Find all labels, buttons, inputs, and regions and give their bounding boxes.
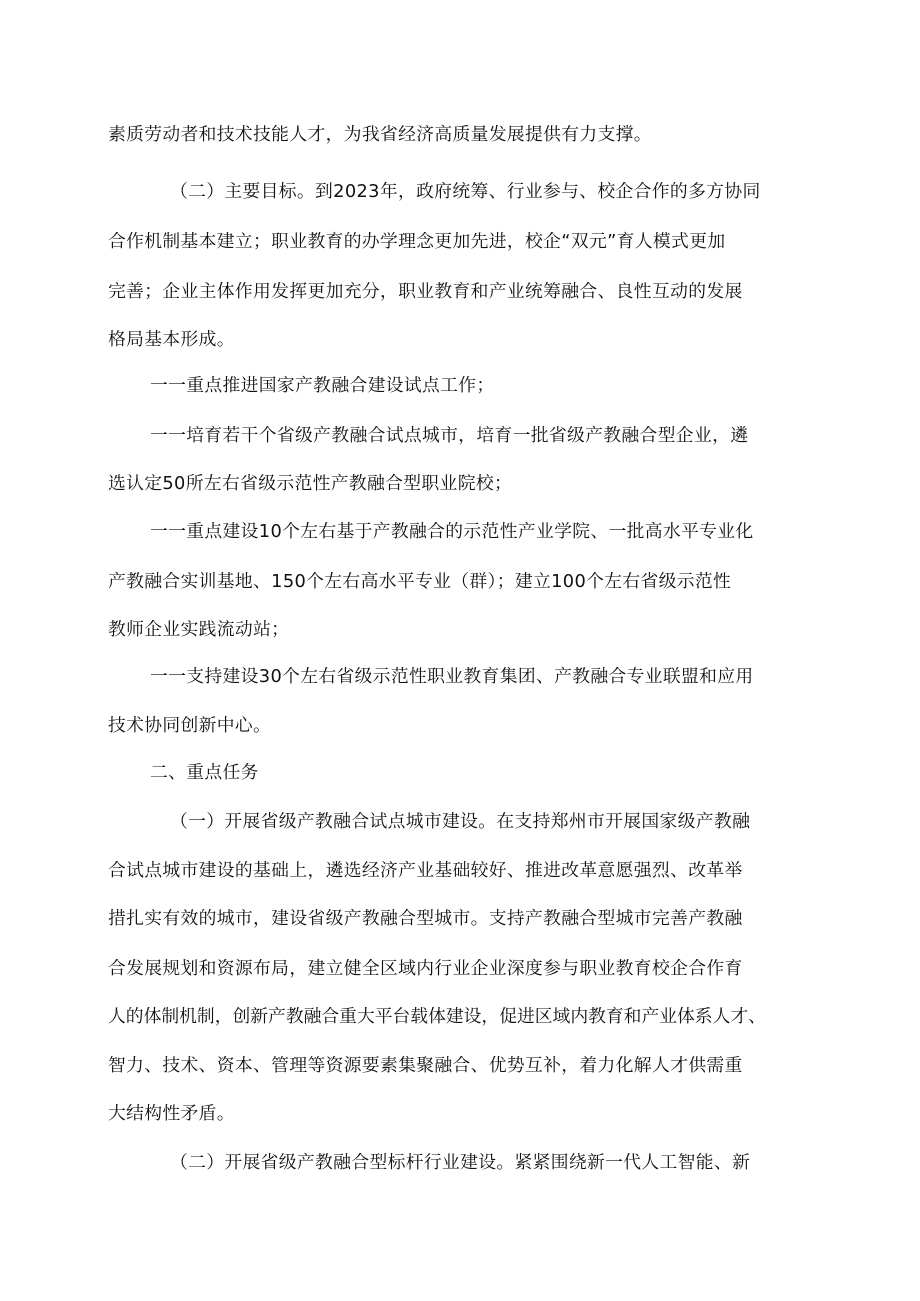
text-line: 大结构性矛盾。 [108,1103,235,1124]
text-line: 合作机制基本建立；职业教育的办学理念更加先进，校企“双元”育人模式更加 [108,231,726,252]
text-line: 智力、技术、资本、管理等资源要素集聚融合、优势互补，着力化解人才供需重 [108,1055,743,1076]
text-line: 措扎实有效的城市，建设省级产教融合型城市。支持产教融合型城市完善产教融 [108,908,743,929]
text-line: 完善；企业主体作用发挥更加充分，职业教育和产业统筹融合、良性互动的发展 [108,281,743,302]
text-line: 合发展规划和资源布局，建立健全区域内行业企业深度参与职业教育校企合作育 [108,958,743,979]
text-line: 人的体制机制，创新产教融合重大平台载体建设，促进区域内教育和产业体系人才、 [108,1006,766,1027]
text-line: 合试点城市建设的基础上，遴选经济产业基础较好、推进改革意愿强烈、改革举 [108,860,743,881]
section-heading: 二、重点任务 [150,762,259,783]
text-line: 一一重点建设10个左右基于产教融合的示范性产业学院、一批高水平专业化 [150,521,754,542]
text-line: 一一重点推进国家产教融合建设试点工作； [150,375,495,396]
text-line: （一）开展省级产教融合试点城市建设。在支持郑州市开展国家级产教融 [170,811,751,832]
text-line: 技术协同创新中心。 [108,715,272,736]
text-line: （二）主要目标。到2023年，政府统筹、行业参与、校企合作的多方协同 [170,181,761,202]
text-line: 格局基本形成。 [108,329,235,350]
text-line: 选认定50所左右省级示范性产教融合型职业院校； [108,473,513,494]
text-line: 产教融合实训基地、150个左右高水平专业（群）；建立100个左右省级示范性 [108,571,732,592]
text-line: （二）开展省级产教融合型标杆行业建设。紧紧围绕新一代人工智能、新 [170,1152,751,1173]
text-line: 一一支持建设30个左右省级示范性职业教育集团、产教融合专业联盟和应用 [150,666,754,687]
text-line: 一一培育若干个省级产教融合试点城市，培育一批省级产教融合型企业，遴 [150,425,749,446]
text-line: 教师企业实践流动站； [108,619,290,640]
text-line: 素质劳动者和技术技能人才，为我省经济高质量发展提供有力支撑。 [108,124,652,145]
